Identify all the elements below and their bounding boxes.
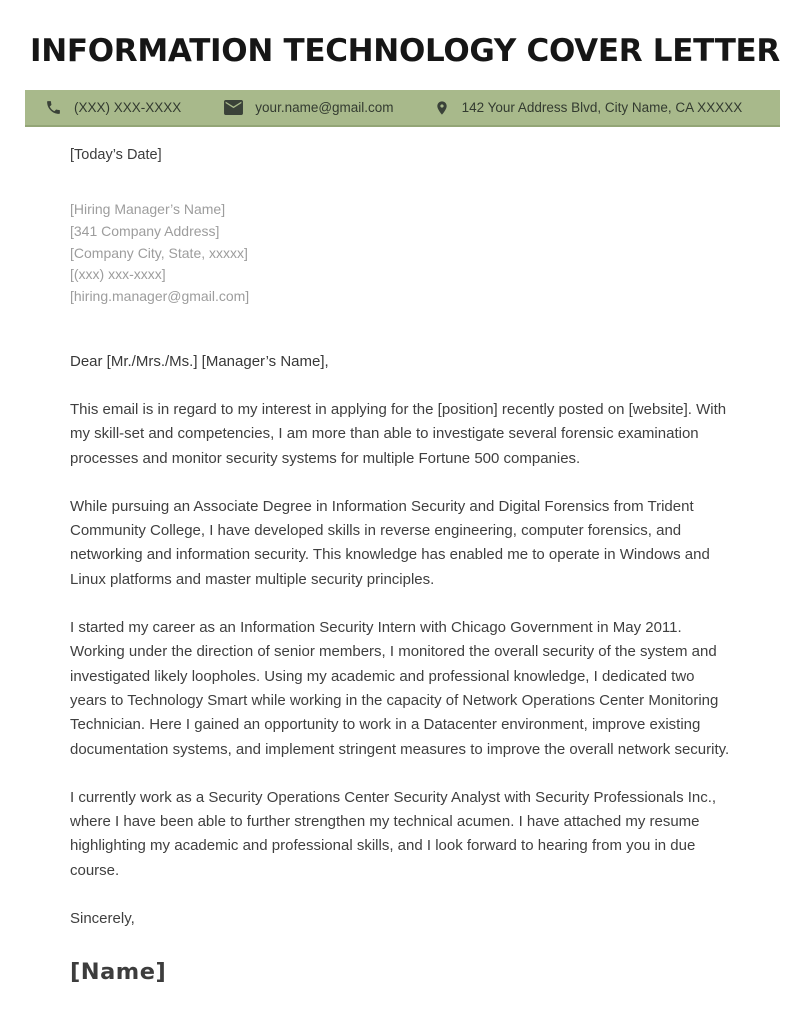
letter-body bbox=[70, 145, 732, 985]
recipient-block bbox=[70, 199, 732, 308]
recipient-email: [hiring.manager@gmail.com] bbox=[70, 288, 250, 305]
contact-phone-text: (XXX) XXX-XXXX bbox=[74, 100, 182, 115]
envelope-icon bbox=[224, 100, 243, 115]
contact-address bbox=[434, 98, 743, 118]
recipient-city-state: [Company City, State, xxxxx] bbox=[70, 244, 248, 261]
salutation: Dear [Mr./Mrs./Ms.] [Manager’s Name], bbox=[70, 352, 329, 370]
page-title: INFORMATION TECHNOLOGY COVER LETTER bbox=[30, 33, 780, 69]
contact-email-text: your.name@gmail.com bbox=[255, 100, 394, 115]
signature-name: [Name] bbox=[70, 959, 167, 986]
paragraph-current-role: I currently work as a Security Operations Center Security Analyst with Security Professionals Inc., where I have been able to further strengthen my technical acumen. I have attached my resume highlighting my academic and professional skills, and I look forward to hearing from you in due course. bbox=[70, 788, 717, 879]
recipient-phone: [(xxx) xxx-xxxx] bbox=[70, 266, 166, 283]
paragraph-education: While pursuing an Associate Degree in Information Security and Digital Forensics from Trident Community College, I have developed skills in reverse engineering, computer forensics, and networking and information security. This knowledge has enabled me to operate in Windows and Linux platforms and master multiple security principles. bbox=[70, 497, 710, 588]
contact-bar bbox=[25, 90, 780, 127]
recipient-name: [Hiring Manager’s Name] bbox=[70, 201, 226, 217]
location-pin-icon bbox=[434, 98, 450, 118]
phone-icon bbox=[45, 99, 62, 116]
closing: Sincerely, bbox=[70, 910, 135, 928]
contact-email bbox=[224, 100, 393, 115]
contact-address-text: 142 Your Address Blvd, City Name, CA XXXXX bbox=[461, 100, 743, 115]
contact-phone bbox=[45, 99, 181, 116]
date-placeholder: [Today’s Date] bbox=[70, 147, 162, 163]
recipient-address: [341 Company Address] bbox=[70, 222, 220, 239]
paragraph-experience: I started my career as an Information Security Intern with Chicago Government in May 2011. Working under the direction of senior members, I monitored the overall security of the system and investigated likely loopholes. Using my academic and professional knowledge, I dedicated two years to Technology Smart while working in the capacity of Network Operations Center Monitoring Technician. Here I gained an opportunity to work in a Datacenter environment, improve existing documentation systems, and implement stringent measures to improve the overall network security. bbox=[70, 619, 730, 758]
paragraph-intro: This email is in regard to my interest in applying for the [position] recently posted on [website]. With my skill-set and competencies, I am more than able to investigate several forensic examination processes and monitor security systems for multiple Fortune 500 companies. bbox=[70, 400, 727, 467]
